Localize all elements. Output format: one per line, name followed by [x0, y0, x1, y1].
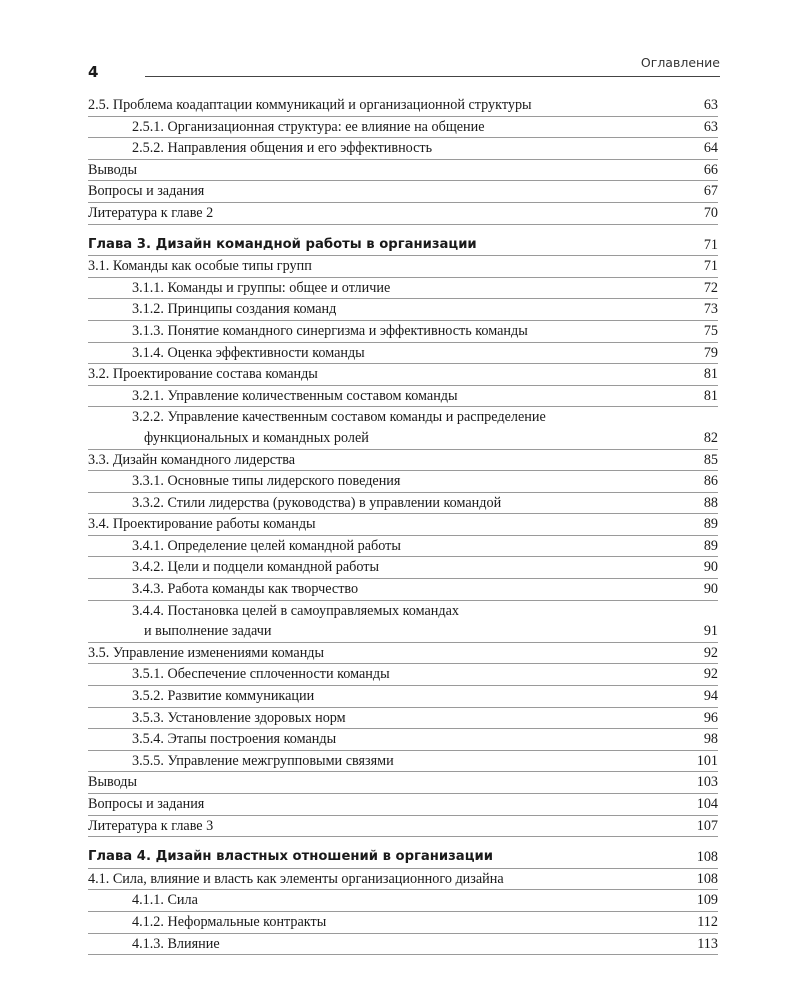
toc-entry — [88, 278, 718, 300]
toc-entry-title: Глава 3. Дизайн командной работы в организации — [88, 236, 477, 252]
toc-entry — [88, 890, 718, 912]
toc-entry-title: Выводы — [88, 161, 138, 178]
toc-entry-title: 3.4. Проектирование работы команды — [88, 516, 316, 533]
toc-entry-title: 3.2.1. Управление количественным составом команды — [132, 387, 458, 404]
toc-entry-title: 4.1. Сила, влияние и власть как элементы организационного дизайна — [88, 870, 504, 887]
toc-entry-page-number: 96 — [702, 708, 718, 729]
toc-entry-page-number: 107 — [695, 816, 718, 837]
toc-entry-page-number: 72 — [702, 278, 718, 299]
toc-entry — [88, 601, 718, 643]
toc-entry-title-continued: и выполнение задачи — [144, 623, 272, 640]
table-of-contents — [88, 95, 718, 955]
toc-entry-page-number: 109 — [695, 890, 718, 911]
toc-entry-title: 3.4.3. Работа команды как творчество — [132, 581, 359, 598]
toc-entry-title: 3.1.4. Оценка эффективности команды — [132, 344, 365, 361]
toc-entry-page-number: 91 — [702, 621, 718, 642]
toc-entry — [88, 708, 718, 730]
toc-chapter-entry — [88, 235, 718, 257]
toc-entry — [88, 117, 718, 139]
toc-entry-page-number: 71 — [702, 235, 718, 256]
toc-entry-title: 4.1.2. Неформальные контракты — [132, 913, 327, 930]
toc-entry-title: 3.2.2. Управление качественным составом команды и распределение — [132, 409, 546, 426]
toc-entry-page-number: 98 — [702, 729, 718, 750]
toc-entry-page-number: 89 — [702, 536, 718, 557]
toc-entry-page-number: 108 — [695, 869, 718, 890]
toc-entry — [88, 321, 718, 343]
toc-entry-title: Выводы — [88, 774, 138, 791]
toc-entry — [88, 364, 718, 386]
toc-entry — [88, 751, 718, 773]
toc-entry-title: 3.3.2. Стили лидерства (руководства) в управлении командой — [132, 494, 502, 511]
header-rule — [145, 76, 720, 77]
toc-entry — [88, 181, 718, 203]
toc-entry-title: Литература к главе 3 — [88, 817, 214, 834]
toc-entry-title: 4.1.3. Влияние — [132, 935, 220, 952]
toc-entry-title: 3.4.4. Постановка целей в самоуправляемых командах — [132, 602, 460, 619]
toc-entry-page-number: 112 — [695, 912, 718, 933]
toc-entry-page-number: 73 — [702, 299, 718, 320]
toc-entry-page-number: 88 — [702, 493, 718, 514]
toc-entry-title: 3.4.2. Цели и подцели командной работы — [132, 559, 380, 576]
toc-entry-title: 3.1.2. Принципы создания команд — [132, 301, 337, 318]
toc-entry — [88, 664, 718, 686]
toc-entry-title: 3.5. Управление изменениями команды — [88, 644, 325, 661]
toc-entry — [88, 579, 718, 601]
toc-entry-title: Литература к главе 2 — [88, 204, 214, 221]
toc-entry — [88, 160, 718, 182]
toc-entry — [88, 256, 718, 278]
running-title: Оглавление — [640, 55, 720, 70]
toc-entry-page-number: 67 — [702, 181, 718, 202]
toc-entry-page-number: 64 — [702, 138, 718, 159]
toc-entry — [88, 934, 718, 956]
toc-entry-page-number: 86 — [702, 471, 718, 492]
toc-entry — [88, 536, 718, 558]
toc-entry-title: 3.3. Дизайн командного лидерства — [88, 451, 296, 468]
toc-entry-page-number: 94 — [702, 686, 718, 707]
toc-entry — [88, 729, 718, 751]
toc-entry-title: 3.5.5. Управление межгрупповыми связями — [132, 752, 394, 769]
toc-entry-page-number: 113 — [695, 934, 718, 955]
toc-entry-page-number: 81 — [702, 386, 718, 407]
toc-entry-page-number: 70 — [702, 203, 718, 224]
toc-entry-page-number: 90 — [702, 579, 718, 600]
toc-entry — [88, 471, 718, 493]
toc-entry-title: 3.2. Проектирование состава команды — [88, 366, 318, 383]
toc-entry-page-number: 92 — [702, 664, 718, 685]
toc-entry-page-number: 90 — [702, 557, 718, 578]
toc-entry-page-number: 79 — [702, 343, 718, 364]
toc-entry-title: 3.5.3. Установление здоровых норм — [132, 709, 346, 726]
toc-entry-title: 3.1.1. Команды и группы: общее и отличие — [132, 279, 391, 296]
toc-entry — [88, 138, 718, 160]
toc-entry — [88, 95, 718, 117]
toc-entry — [88, 450, 718, 472]
toc-entry — [88, 869, 718, 891]
toc-entry-title-continued: функциональных и командных ролей — [144, 429, 369, 446]
toc-entry — [88, 816, 718, 838]
toc-entry — [88, 643, 718, 665]
toc-entry-page-number: 103 — [695, 772, 718, 793]
toc-entry-title: 3.3.1. Основные типы лидерского поведения — [132, 473, 401, 490]
toc-entry-page-number: 104 — [695, 794, 718, 815]
toc-entry-page-number: 82 — [702, 428, 718, 449]
toc-entry-title: 4.1.1. Сила — [132, 892, 198, 909]
toc-entry — [88, 686, 718, 708]
toc-entry-page-number: 63 — [702, 117, 718, 138]
toc-entry-title: 3.1. Команды как особые типы групп — [88, 258, 312, 275]
toc-entry-title: Вопросы и задания — [88, 796, 205, 812]
toc-entry-page-number: 85 — [702, 450, 718, 471]
toc-entry-title: Глава 4. Дизайн властных отношений в организации — [88, 849, 493, 865]
toc-entry — [88, 557, 718, 579]
toc-entry-page-number: 71 — [702, 256, 718, 277]
toc-entry — [88, 794, 718, 816]
toc-entry-title: 2.5. Проблема коадаптации коммуникаций и организационной структуры — [88, 97, 532, 113]
toc-entry-page-number: 81 — [702, 364, 718, 385]
toc-entry-title: Вопросы и задания — [88, 183, 205, 200]
toc-entry-title: 3.5.1. Обеспечение сплоченности команды — [132, 666, 390, 683]
page-header — [80, 55, 720, 79]
toc-entry — [88, 493, 718, 515]
toc-entry-title: 2.5.2. Направления общения и его эффективность — [132, 140, 433, 157]
toc-entry — [88, 203, 718, 225]
toc-entry-title: 3.5.4. Этапы построения команды — [132, 731, 337, 748]
page-number: 4 — [88, 63, 99, 81]
toc-entry-page-number: 75 — [702, 321, 718, 342]
toc-chapter-entry — [88, 847, 718, 869]
toc-entry — [88, 343, 718, 365]
toc-entry — [88, 514, 718, 536]
toc-entry-page-number: 92 — [702, 643, 718, 664]
toc-entry-title: 3.5.2. Развитие коммуникации — [132, 688, 315, 705]
toc-entry-page-number: 89 — [702, 514, 718, 535]
toc-entry-title: 2.5.1. Организационная структура: ее влияние на общение — [132, 118, 485, 135]
toc-entry — [88, 407, 718, 449]
toc-entry — [88, 299, 718, 321]
toc-entry-page-number: 63 — [702, 95, 718, 116]
toc-entry-page-number: 101 — [695, 751, 718, 772]
toc-entry — [88, 386, 718, 408]
toc-entry-title: 3.1.3. Понятие командного синергизма и эффективность команды — [132, 322, 528, 339]
toc-entry-page-number: 108 — [695, 847, 718, 868]
toc-entry-page-number: 66 — [702, 160, 718, 181]
toc-entry — [88, 772, 718, 794]
toc-entry-title: 3.4.1. Определение целей командной работы — [132, 537, 401, 554]
toc-entry — [88, 912, 718, 934]
